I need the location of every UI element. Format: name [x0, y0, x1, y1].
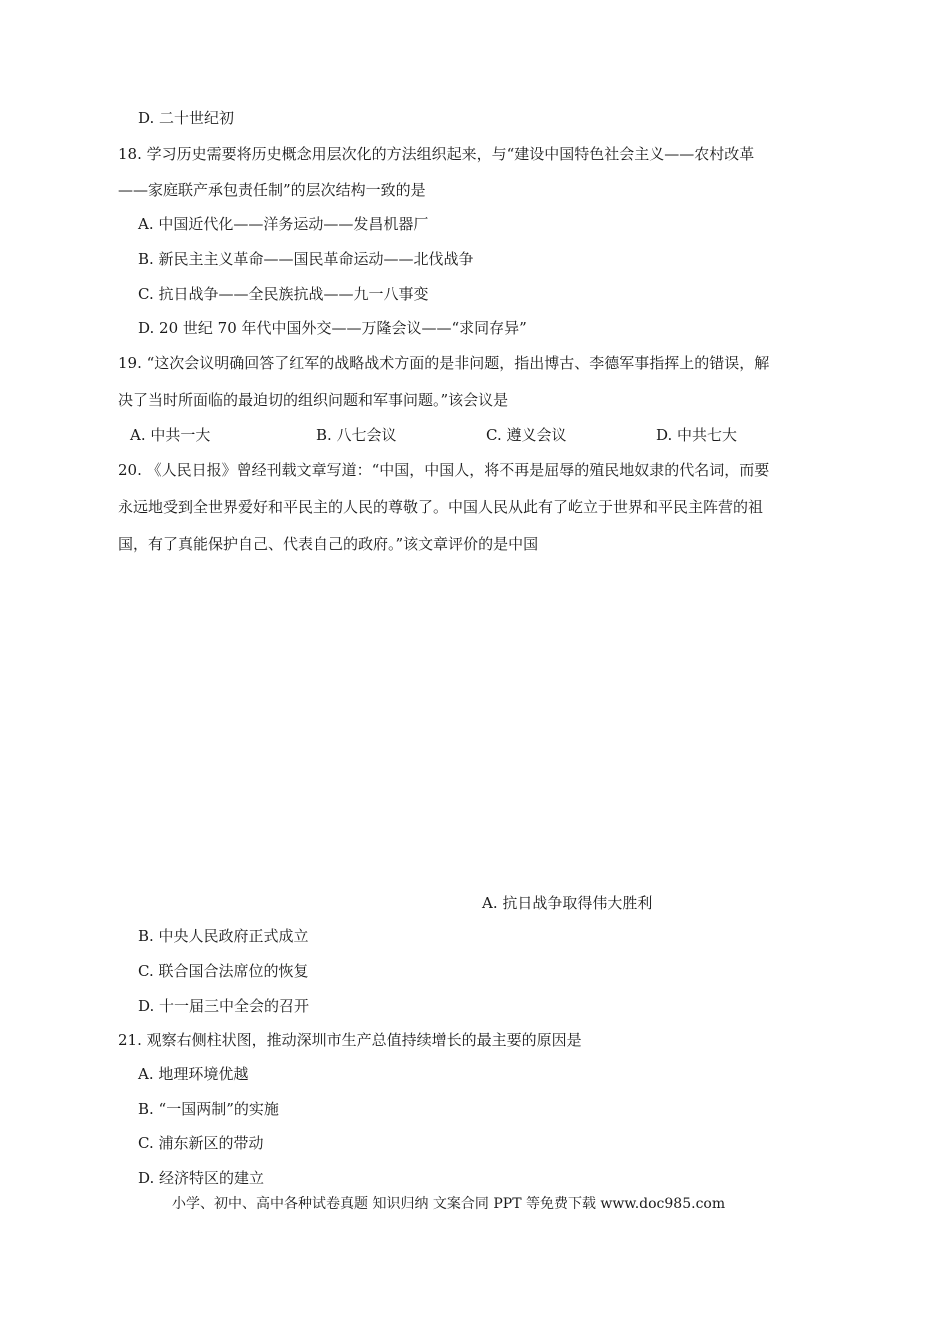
q19-stem-line2: 决了当时所面临的最迫切的组织问题和军事问题。”该会议是	[118, 391, 509, 409]
q20-option-c: C. 联合国合法席位的恢复	[138, 962, 309, 980]
q19-stem-line1: 19. “这次会议明确回答了红军的战略战术方面的是非问题，指出博古、李德军事指挥上的错误，解	[118, 354, 770, 372]
q18-option-a: A. 中国近代化——洋务运动——发昌机器厂	[138, 215, 429, 233]
q17-option-d: D. 二十世纪初	[138, 109, 235, 127]
q20-option-a: A. 抗日战争取得伟大胜利	[482, 894, 653, 912]
q19-option-c: C. 遵义会议	[486, 426, 567, 444]
q20-stem-line1: 20. 《人民日报》曾经刊载文章写道：“中国，中国人，将不再是屈辱的殖民地奴隶的代名词，而要	[118, 461, 770, 479]
q20-option-d: D. 十一届三中全会的召开	[138, 997, 310, 1015]
q18-option-c: C. 抗日战争——全民族抗战——九一八事变	[138, 285, 429, 303]
q18-stem-line2: ——家庭联产承包责任制”的层次结构一致的是	[118, 181, 426, 199]
q19-option-a: A. 中共一大	[130, 426, 211, 444]
q21-stem: 21. 观察右侧柱状图，推动深圳市生产总值持续增长的最主要的原因是	[118, 1031, 582, 1049]
q21-option-d: D. 经济特区的建立	[138, 1169, 265, 1187]
q18-option-b: B. 新民主主义革命——国民革命运动——北伐战争	[138, 250, 474, 268]
q20-stem-line3: 国，有了真能保护自己、代表自己的政府。”该文章评价的是中国	[118, 535, 539, 553]
page-footer: 小学、初中、高中各种试卷真题 知识归纳 文案合同 PPT 等免费下载 www.doc985.com	[172, 1196, 726, 1212]
q21-option-b: B. “一国两制”的实施	[138, 1100, 279, 1118]
q18-stem-line1: 18. 学习历史需要将历史概念用层次化的方法组织起来，与“建设中国特色社会主义——农村改革	[118, 145, 755, 163]
q20-stem-line2: 永远地受到全世界爱好和平民主的人民的尊敬了。中国人民从此有了屹立于世界和平民主阵营的祖	[118, 498, 764, 516]
q20-option-b: B. 中央人民政府正式成立	[138, 927, 309, 945]
q21-option-a: A. 地理环境优越	[138, 1065, 249, 1083]
q19-option-d: D. 中共七大	[656, 426, 738, 444]
q21-option-c: C. 浦东新区的带动	[138, 1134, 264, 1152]
q18-option-d: D. 20 世纪 70 年代中国外交——万隆会议——“求同存异”	[138, 319, 527, 337]
q19-option-b: B. 八七会议	[316, 426, 397, 444]
